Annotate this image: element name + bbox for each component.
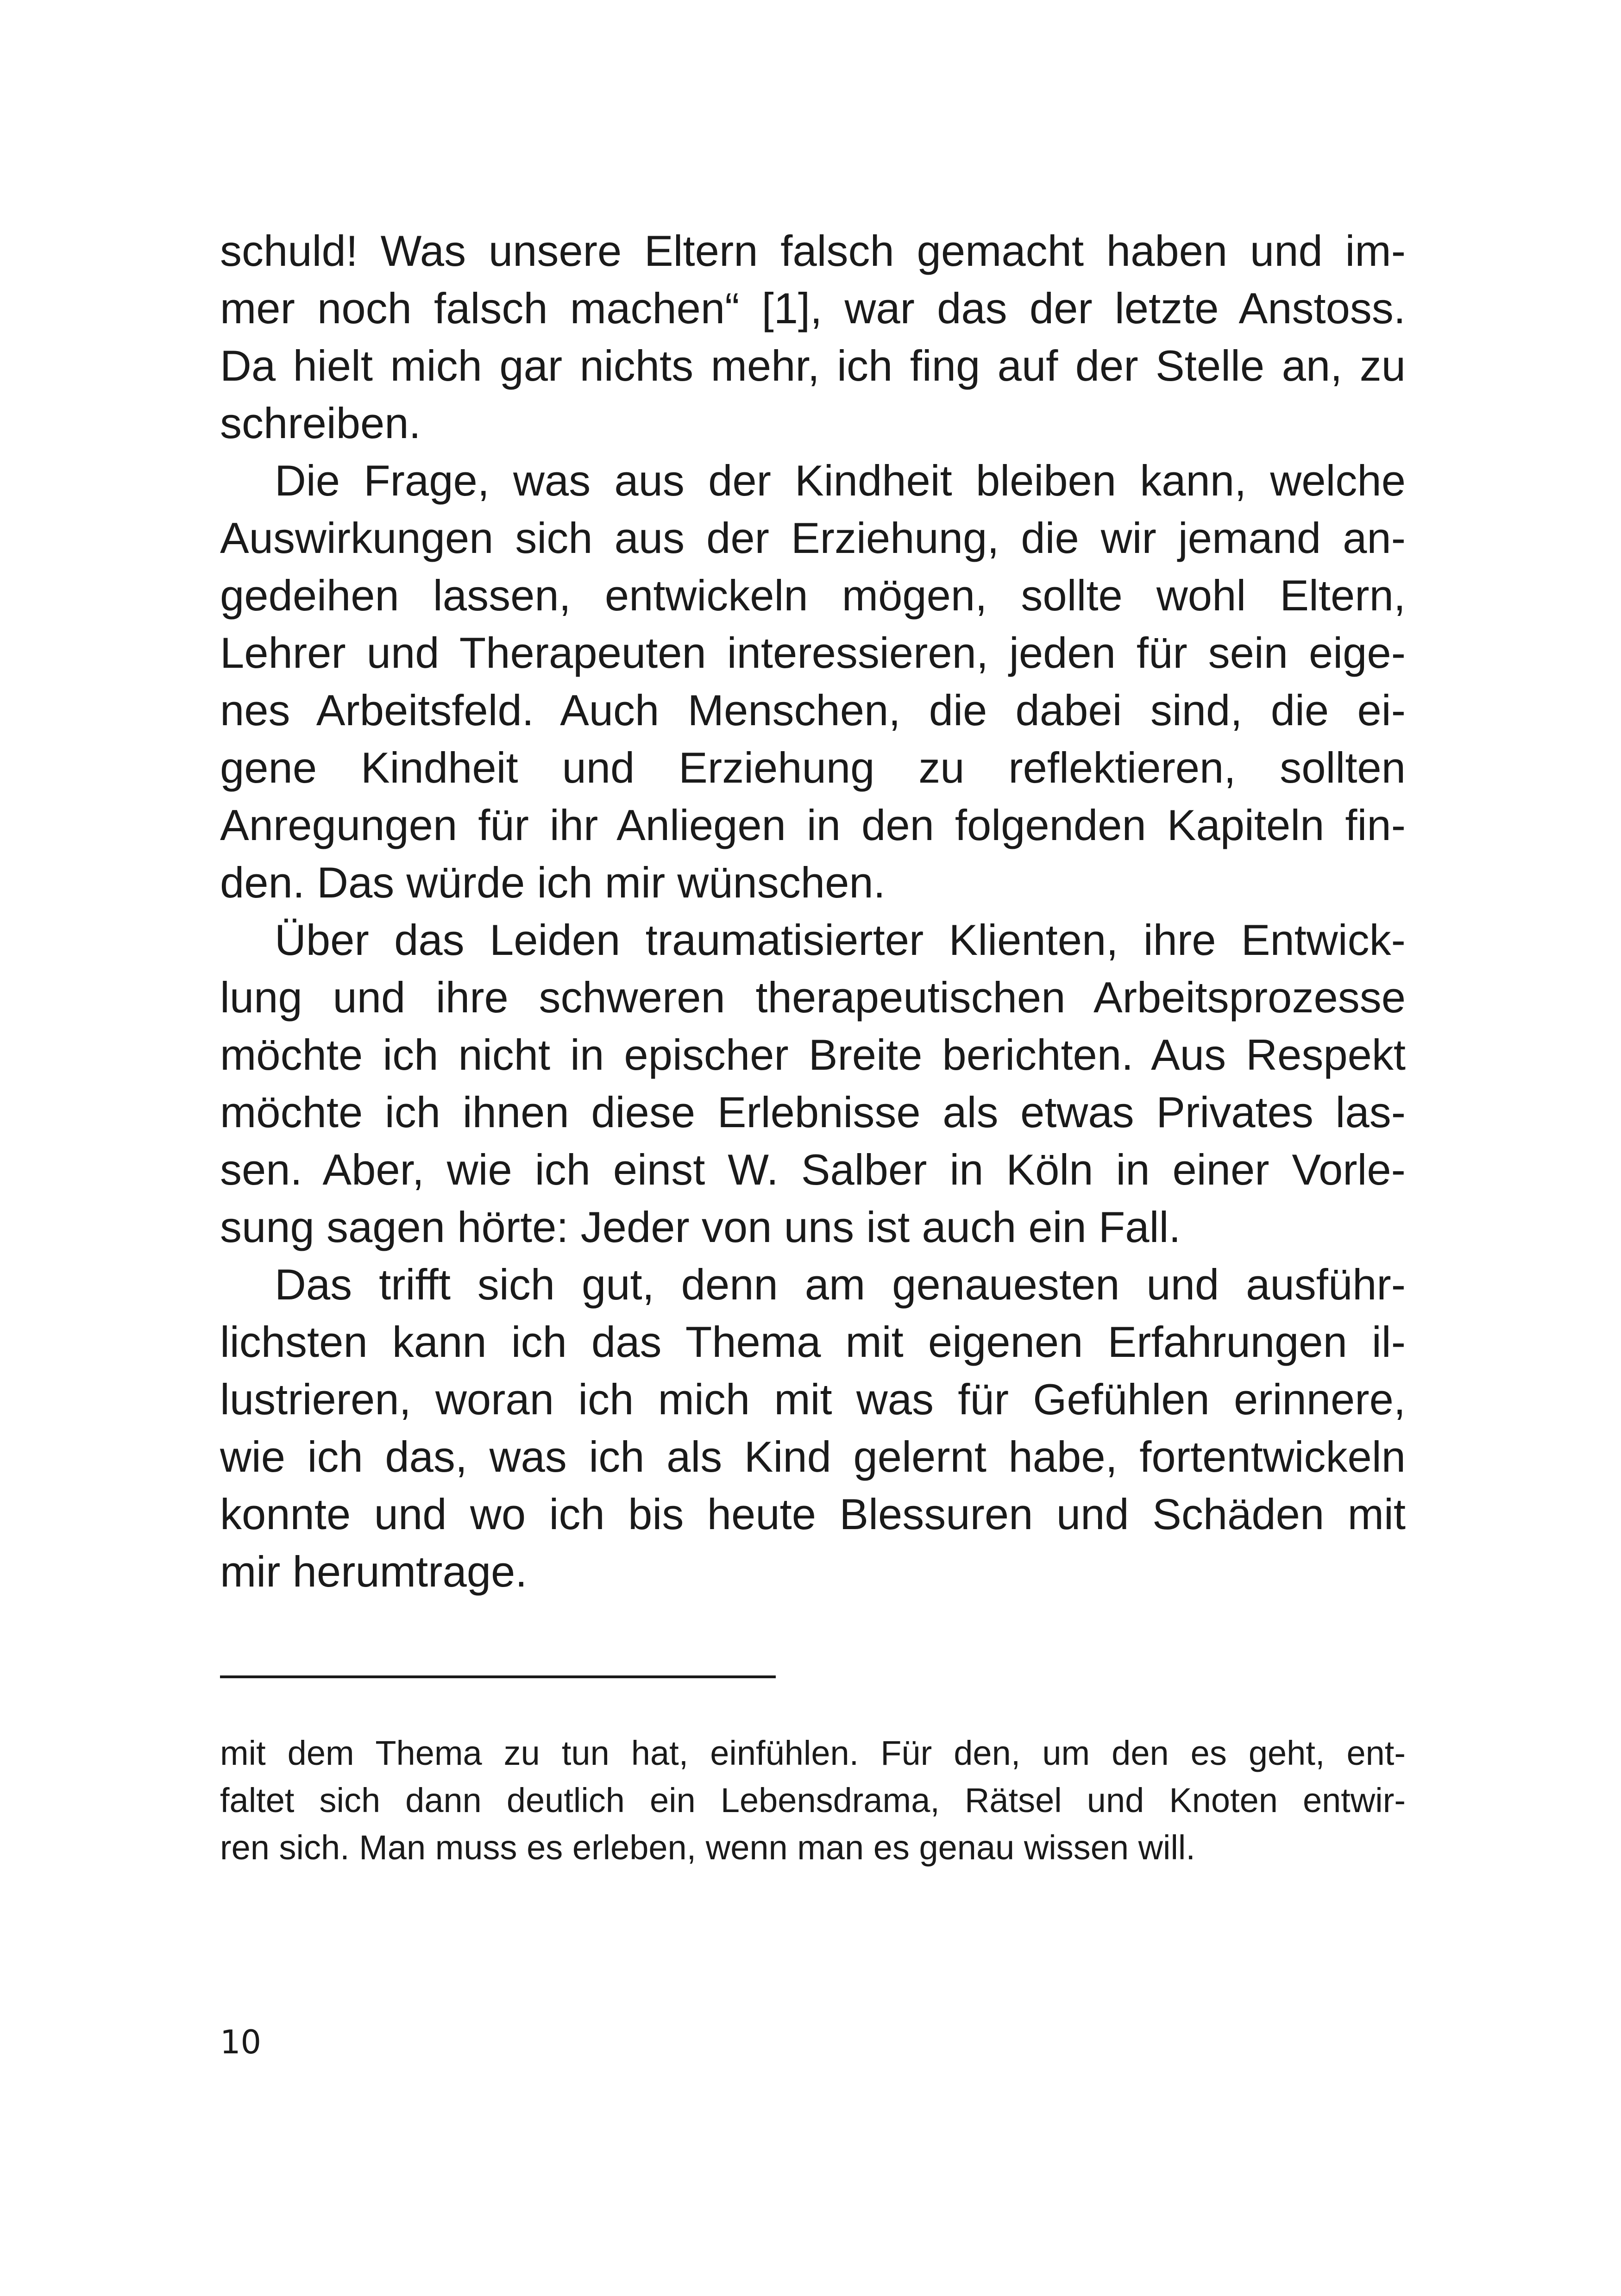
body-text <box>220 222 1406 1600</box>
body-line: gene Kindheit und Erziehung zu reflektieren, sollten <box>220 743 1406 792</box>
body-line: sen. Aber, wie ich einst W. Salber in Köln in einer Vorle- <box>220 1145 1406 1194</box>
body-line: Lehrer und Therapeuten interessieren, jeden für sein eige- <box>220 628 1406 677</box>
body-line: möchte ich ihnen diese Erlebnisse als etwas Privates las- <box>220 1088 1406 1136</box>
body-line: lustrieren, woran ich mich mit was für Gefühlen erinnere, <box>220 1375 1406 1424</box>
body-line: Das trifft sich gut, denn am genauesten und ausführ- <box>275 1260 1406 1309</box>
body-line: möchte ich nicht in epischer Breite berichten. Aus Respekt <box>220 1030 1406 1079</box>
footnote-line: ren sich. Man muss es erleben, wenn man es genau wissen will. <box>220 1828 1195 1867</box>
body-line: konnte und wo ich bis heute Blessuren und Schäden mit <box>220 1490 1406 1538</box>
body-line: den. Das würde ich mir wünschen. <box>220 858 886 907</box>
body-line: Über das Leiden traumatisierter Klienten, ihre Entwick- <box>275 916 1406 964</box>
body-line: Da hielt mich gar nichts mehr, ich fing auf der Stelle an, zu <box>220 341 1406 390</box>
page-number: 10 <box>220 2023 262 2061</box>
body-line: wie ich das, was ich als Kind gelernt habe, fortentwickeln <box>220 1432 1406 1481</box>
body-line: lung und ihre schweren therapeutischen Arbeitsprozesse <box>220 973 1406 1022</box>
body-line: Die Frage, was aus der Kindheit bleiben kann, welche <box>275 456 1406 505</box>
body-line: lichsten kann ich das Thema mit eigenen Erfahrungen il- <box>220 1317 1406 1366</box>
body-line: nes Arbeitsfeld. Auch Menschen, die dabei sind, die ei- <box>220 686 1406 734</box>
body-line: schreiben. <box>220 399 421 447</box>
footnote-divider <box>220 1675 776 1678</box>
body-line: sung sagen hörte: Jeder von uns ist auch ein Fall. <box>220 1203 1181 1251</box>
body-line: mir herumtrage. <box>220 1547 528 1596</box>
footnote-line: faltet sich dann deutlich ein Lebensdrama, Rätsel und Knoten entwir- <box>220 1781 1406 1819</box>
footnote-line: mit dem Thema zu tun hat, einfühlen. Für den, um den es geht, ent- <box>220 1734 1406 1772</box>
body-line: mer noch falsch machen“ [1], war das der letzte Anstoss. <box>220 284 1406 332</box>
footnote-text <box>220 1730 1406 1871</box>
body-line: Anregungen für ihr Anliegen in den folgenden Kapiteln fin- <box>220 801 1406 849</box>
body-line: schuld! Was unsere Eltern falsch gemacht haben und im- <box>220 226 1406 275</box>
body-line: Auswirkungen sich aus der Erziehung, die wir jemand an- <box>220 514 1406 562</box>
body-line: gedeihen lassen, entwickeln mögen, sollte wohl Eltern, <box>220 571 1406 620</box>
